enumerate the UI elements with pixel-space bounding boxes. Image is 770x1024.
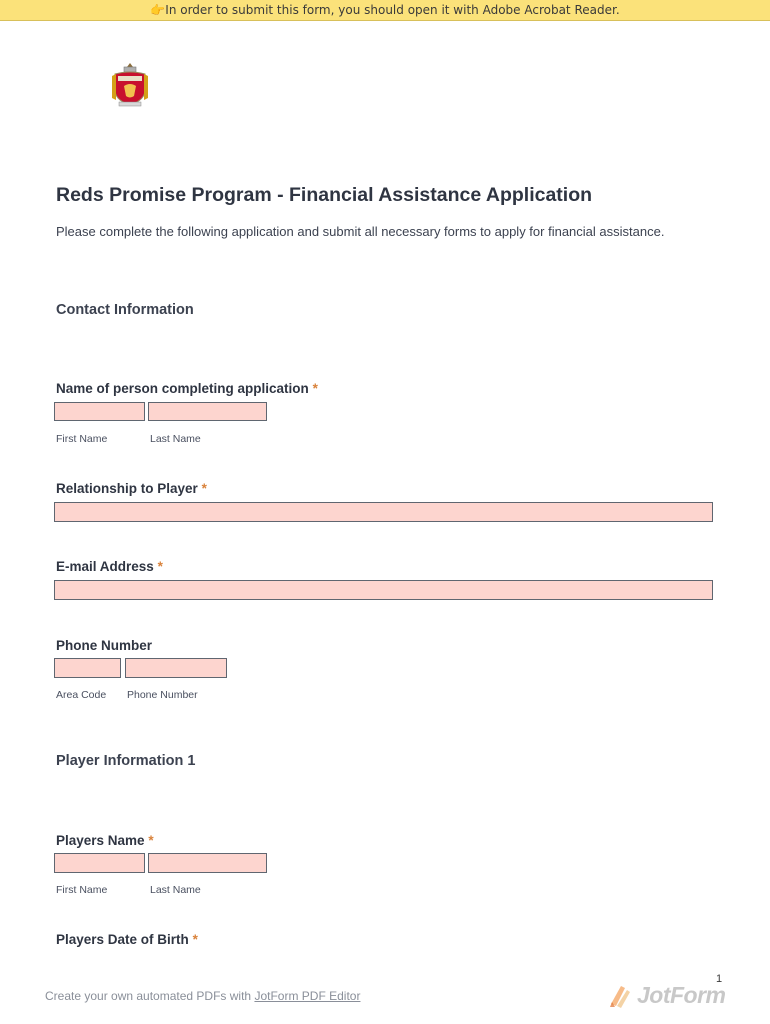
relationship-label <box>56 481 207 496</box>
phone-label <box>56 638 152 653</box>
required-marker: * <box>312 381 318 396</box>
relationship-input[interactable] <box>54 502 713 522</box>
player-last-name-sublabel: Last Name <box>150 884 201 896</box>
acrobat-notice-banner <box>0 0 770 21</box>
player-first-name-sublabel: First Name <box>56 884 108 896</box>
email-label-text: E-mail Address <box>56 559 154 574</box>
phone-label-text: Phone Number <box>56 638 153 653</box>
player-name-label-text: Players Name <box>56 833 145 848</box>
required-marker: * <box>192 932 198 947</box>
required-marker: * <box>148 833 154 848</box>
email-input[interactable] <box>54 580 713 600</box>
applicant-name-label-text: Name of person completing application <box>56 381 309 396</box>
player-first-name-input[interactable] <box>54 853 145 873</box>
phone-number-input[interactable] <box>125 658 227 678</box>
area-code-sublabel: Area Code <box>56 689 107 701</box>
footer-promo-text: Create your own automated PDFs with <box>45 989 255 1003</box>
form-title: Reds Promise Program - Financial Assistance Application <box>56 184 593 206</box>
applicant-last-name-input[interactable] <box>148 402 267 421</box>
footer-promo <box>45 989 360 1003</box>
section-contact-information: Contact Information <box>56 302 194 318</box>
required-marker: * <box>201 481 207 496</box>
club-crest-logo <box>110 62 150 108</box>
applicant-first-name-sublabel: First Name <box>56 433 108 445</box>
jotform-pdf-editor-link[interactable]: JotForm PDF Editor <box>254 989 361 1003</box>
relationship-label-text: Relationship to Player <box>56 481 198 496</box>
applicant-last-name-sublabel: Last Name <box>150 433 201 445</box>
player-last-name-input[interactable] <box>148 853 267 873</box>
player-name-label <box>56 833 154 848</box>
area-code-input[interactable] <box>54 658 121 678</box>
page-number: 1 <box>716 973 723 985</box>
jotform-brand-text: JotForm <box>637 982 726 1008</box>
player-dob-label-text: Players Date of Birth <box>56 932 189 947</box>
section-player-information: Player Information 1 <box>56 753 196 769</box>
applicant-name-label <box>56 381 318 396</box>
player-dob-label <box>56 932 198 947</box>
banner-text: 👉In order to submit this form, you should open it with Adobe Acrobat Reader. <box>150 3 620 17</box>
required-marker: * <box>157 559 163 574</box>
form-description: Please complete the following application and submit all necessary forms to apply for financial assistance. <box>56 224 665 239</box>
email-label <box>56 559 163 574</box>
phone-number-sublabel: Phone Number <box>127 689 198 701</box>
applicant-first-name-input[interactable] <box>54 402 145 421</box>
